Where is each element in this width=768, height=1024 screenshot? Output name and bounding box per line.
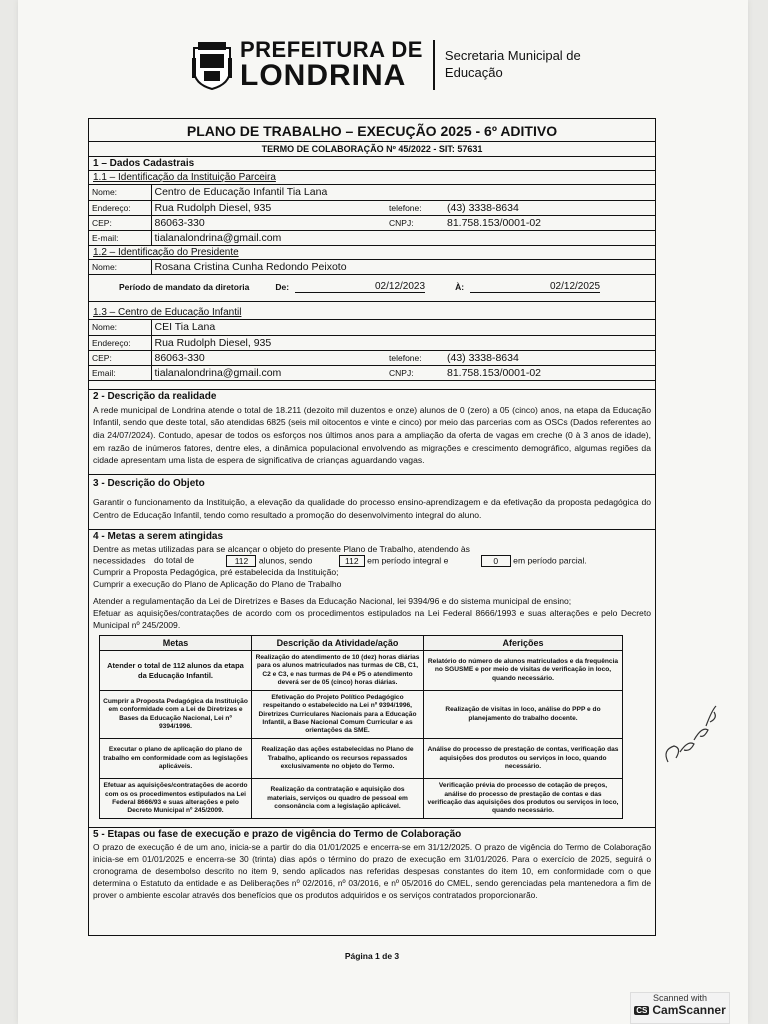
metas-table (99, 635, 623, 819)
table-cell: Realização da contratação e aquisição dos materiais, serviços ou quadro de pessoal em consonância com a legislação aplicável. (252, 779, 424, 819)
parttime-label: em período parcial. (513, 555, 587, 566)
metas-intro: Dentre as metas utilizadas para se alcançar o objeto do presente Plano de Trabalho, atendendo às (93, 543, 470, 554)
header-divider (433, 40, 435, 90)
cei-address: Rua Rudolph Diesel, 935 (154, 336, 272, 349)
field-label: telefone: (386, 200, 444, 215)
section-2-text: A rede municipal de Londrina atende o total de 18.211 (dezoito mil duzentos e onze) alunos de 0 (zero) a 05 (cinco) anos, na etapa da Educação Infantil, sendo que deste total, são atendidas 6825 (seis mil oitocentos e vinte e cinco) por meio das parcerias com as OSCs (Dados referentes ao dia 24/07/2024). Contudo, apesar de todos os esforços nos últimos anos para a ampliação da oferta de vagas em creche (0 à 3 anos de idade), em razão de inúmeros fatores, dentre eles, a dinâmica populacional envolvendo as migrações e crescimento demográfico, algumas regiões da cidade apresentam uma lista de espera de significativa de crianças aguardando vagas. (93, 404, 651, 466)
section-4 (89, 529, 655, 820)
parttime-students: 0 (481, 555, 511, 567)
mandate-to: 02/12/2025 (470, 281, 600, 293)
students-label: alunos, sendo (258, 555, 313, 566)
mandate-from: 02/12/2023 (295, 281, 425, 293)
institution-cnpj: 81.758.153/0001-02 (447, 216, 542, 229)
cei-cnpj: 81.758.153/0001-02 (447, 366, 542, 379)
section-2 (89, 389, 655, 471)
metas-line-d: Efetuar as aquisições/contratações de acordo com os procedimentos estipulados na Lei Federal 8666/1993 e suas alterações e pelo Decreto Municipal nº 245/2009. (93, 607, 651, 630)
institution-cep: 86063-330 (154, 216, 205, 229)
field-label: Nome: (89, 260, 151, 275)
field-label: E-mail: (89, 230, 151, 245)
table-cell: Efetuar as aquisições/contratações de acordo com os os procedimentos estipulados na Lei Federal 8666/93 e suas alterações e pelo Decreto Municipal nº 245/2009. (100, 779, 252, 819)
table-cell: Análise do processo de prestação de contas, verificação das aquisições dos produtos ou serviços in loco, quando necessário. (424, 739, 623, 779)
section-1-1-title: 1.1 – Identificação da Instituição Parceira (89, 170, 655, 185)
watermark-line-2 (631, 1003, 729, 1017)
table-cell: Cumprir a Proposta Pedagógica da Instituição em conformidade com a Lei de Diretrizes e Bases da Educação Nacional, Lei nº 9394/1996. (100, 691, 252, 739)
section-4-intro (89, 543, 655, 632)
section-1-2-title: 1.2 – Identificação do Presidente (89, 246, 655, 260)
doc-title: PLANO DE TRABALHO – EXECUÇÃO 2025 - 6º ADITIVO (89, 119, 655, 142)
doc-subtitle: TERMO DE COLABORAÇÃO Nº 45/2022 - SIT: 57631 (89, 142, 655, 157)
handwritten-initials-icon (660, 700, 720, 770)
brand-line-1: PREFEITURA DE (240, 37, 423, 62)
letterhead (190, 38, 605, 92)
cei-email: tialanalondrina@gmail.com (154, 366, 282, 379)
brand-line-2: LONDRINA (240, 59, 407, 92)
institution-address: Rua Rudolph Diesel, 935 (154, 201, 272, 214)
field-label: CNPJ: (386, 215, 444, 230)
table-cell: Relatório do número de alunos matriculados e da frequência no SGUSME e por meio de visitas de verificação in loco, quando necessário. (424, 651, 623, 691)
fulltime-students: 112 (339, 555, 365, 567)
table-cell: Atender o total de 112 alunos da etapa da Educação Infantil. (100, 651, 252, 691)
needs-label: necessidades (93, 555, 146, 566)
field-label: telefone: (386, 350, 444, 365)
field-label: Nome: (89, 185, 151, 200)
metas-line-b: Cumprir a execução do Plano de Aplicação do Plano de Trabalho (93, 578, 342, 589)
table-header: Metas (100, 636, 252, 651)
to-label: À: (455, 282, 465, 292)
table-cell: Realização das ações estabelecidas no Plano de Trabalho, aplicando os recursos repassados exclusivamente no objeto do Termo. (252, 739, 424, 779)
table-row (100, 691, 623, 739)
president-table (89, 260, 655, 276)
section-2-title: 2 - Descrição da realidade (93, 390, 217, 402)
metas-line-c: Atender a regulamentação da Lei de Diretrizes e Bases da Educação Nacional, lei 9394/96 e do sistema municipal de ensino; (93, 596, 572, 607)
field-label: Nome: (89, 320, 151, 335)
cei-phone: (43) 3338-8634 (447, 351, 519, 364)
brand-text (240, 39, 423, 91)
camscanner-logo-icon: CS (636, 1005, 648, 1015)
total-students: 112 (226, 555, 256, 567)
from-label: De: (275, 282, 290, 292)
table-header: Aferições (424, 636, 623, 651)
section-1-3-title: 1.3 – Centro de Educação Infantil (89, 306, 655, 320)
section-5 (89, 827, 655, 905)
total-label: do total de (153, 555, 195, 566)
institution-name: Centro de Educação Infantil Tia Lana (154, 186, 328, 199)
table-cell: Efetivação do Projeto Político Pedagógico respeitando o estabelecido na Lei nº 9394/1996, Diretrizes Curriculares Nacionais para a Educação Infantil, a Base Nacional Comum Curricular e as orientações da SME. (252, 691, 424, 739)
table-cell: Realização de visitas in loco, análise do PPP e do planejamento do trabalho docente. (424, 691, 623, 739)
section-1-title: 1 – Dados Cadastrais (93, 158, 195, 169)
table-row (100, 739, 623, 779)
table-cell: Realização do atendimento de 10 (dez) horas diárias para os alunos matriculados nas turmas de CB, C1, C2 e C3, e nas turmas de P4 e P5 o atendimento deverá ser de 05 (cinco) horas diárias. (252, 651, 424, 691)
field-label: CEP: (89, 215, 151, 230)
table-row (100, 651, 623, 691)
watermark-brand: CamScanner (652, 1003, 726, 1017)
metas-numbers (93, 555, 651, 567)
page-number: Página 1 de 3 (344, 951, 400, 961)
section-3-title: 3 - Descrição do Objeto (93, 478, 205, 490)
section-4-title: 4 - Metas a serem atingidas (93, 530, 224, 542)
section-3 (89, 474, 655, 524)
mandate-label: Período de mandato da diretoria (119, 282, 250, 292)
coat-of-arms-icon (190, 40, 234, 90)
field-label: CNPJ: (386, 365, 444, 380)
camscanner-watermark (630, 992, 730, 1024)
institution-table (89, 185, 655, 246)
metas-line-a: Cumprir a Proposta Pedagógica, pré estabelecida da Instituição; (93, 567, 339, 578)
section-3-text: Garantir o funcionamento da Instituição, a elevação da qualidade do processo ensino-aprendizagem e da efetivação da proposta pedagógica do Centro de Educação Infantil, tendo como resultado a promoção do desenvolvimento integral do aluno. (93, 497, 651, 520)
plan-frame (88, 118, 656, 961)
institution-email: tialanalondrina@gmail.com (154, 231, 282, 244)
table-cell: Verificação prévia do processo de cotação de preços, análise do processo de prestação de contas e das verificação das aquisições dos produtos ou serviços in loco, quando necessário. (424, 779, 623, 819)
cei-cep: 86063-330 (154, 351, 205, 364)
cei-name: CEI Tia Lana (154, 321, 216, 334)
field-label: CEP: (89, 350, 151, 365)
section-5-text: O prazo de execução é de um ano, inicia-se a partir do dia 01/01/2025 e encerra-se em 31/12/2025. O prazo de vigência do Termo de Colaboração inicia-se em 01/01/2025 e encerra-se 30 (trinta) dias após o término do prazo de execução em 31/01/2026. Para o exercício de 2025, seguirá o cronograma de desembolso descrito no item 9, sendo aplicados nas referidas despesas constantes do item 10, em conformidade com o que determina o Estatuto da entidade e as Deliberações nº 02/2016, nº 03/2016, e nº 05/2016 do CMEL, sendo gerenciadas pela mantenedora a fim de prover o ambiente escolar através dos benefícios que os produtos adquiridos e os serviços contratados proporcionarão. (93, 842, 651, 900)
table-header: Descrição da Atividade/ação (252, 636, 424, 651)
field-label: Email: (89, 365, 151, 380)
field-label: Endereço: (89, 200, 151, 215)
table-row (100, 779, 623, 819)
watermark-line-1: Scanned with (652, 993, 708, 1003)
mandate-period (89, 275, 655, 302)
table-cell: Executar o plano de aplicação do plano de trabalho em conformidade com as legislações aplicáveis. (100, 739, 252, 779)
fulltime-label: em período integral e (367, 555, 449, 566)
section-5-title: 5 - Etapas ou fase de execução e prazo de vigência do Termo de Colaboração (93, 829, 462, 841)
president-name: Rosana Cristina Cunha Redondo Peixoto (154, 260, 347, 273)
institution-phone: (43) 3338-8634 (447, 201, 519, 214)
cei-table (89, 320, 655, 381)
field-label: Endereço: (89, 335, 151, 350)
secretaria-name: Secretaria Municipal de Educação (444, 48, 581, 80)
